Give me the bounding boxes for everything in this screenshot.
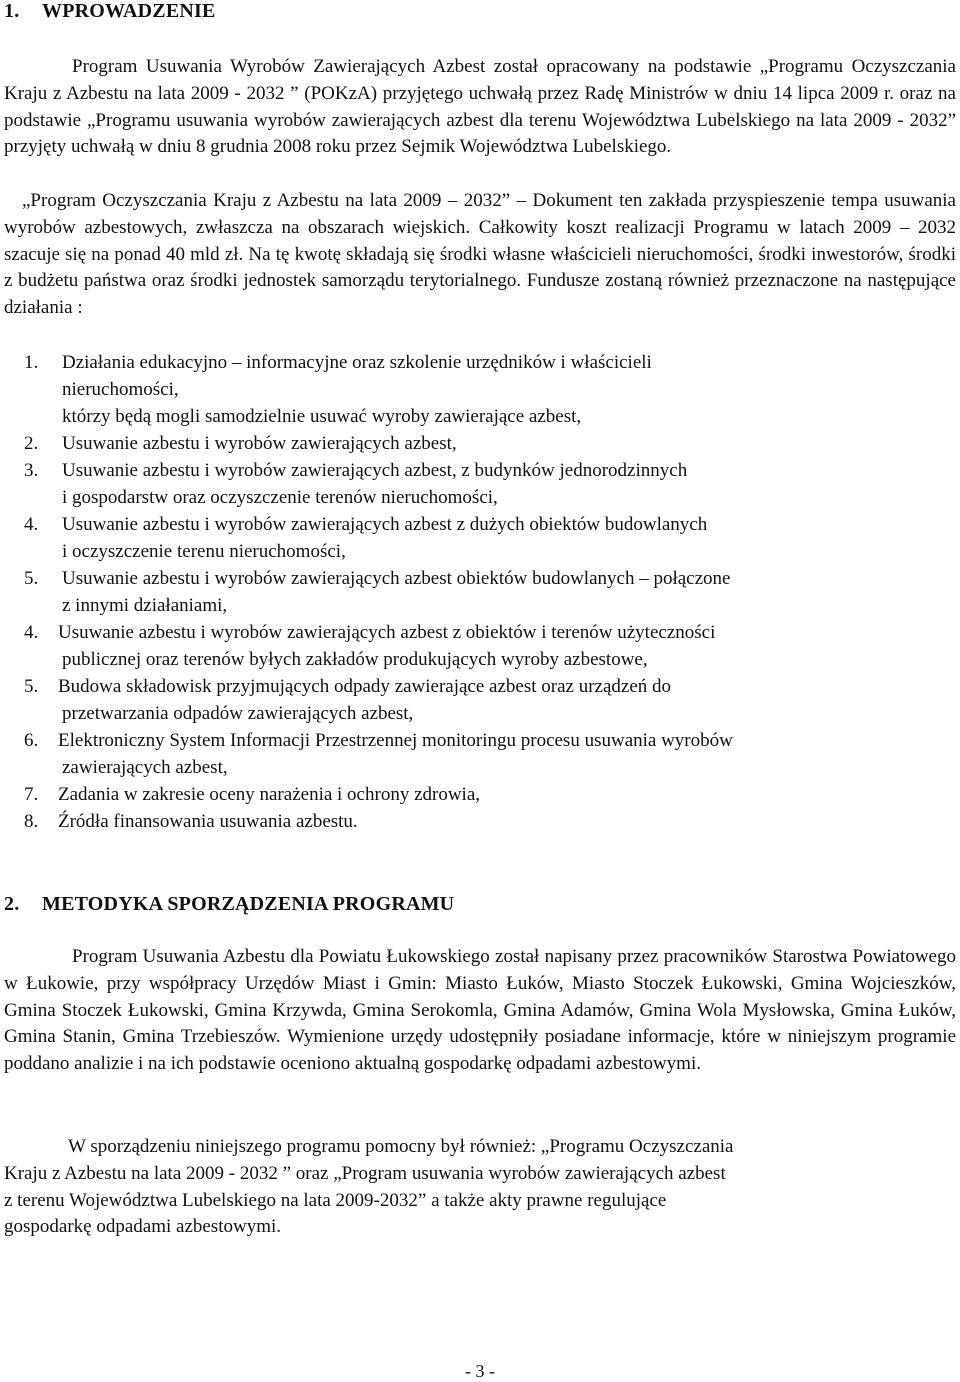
list-number: 2. (24, 433, 39, 454)
section-1-title: WPROWADZENIE (42, 0, 216, 22)
list-item-9 (24, 782, 924, 809)
list-text: Źródła finansowania usuwania azbestu. (58, 811, 358, 832)
list-item-2 (24, 431, 924, 458)
list-text: którzy będą mogli samodzielnie usuwać wyroby zawierające azbest, (62, 405, 582, 427)
list-text: Budowa składowisk przyjmujących odpady zawierające azbest oraz urządzeń do (58, 676, 672, 697)
list-number: 8. (24, 811, 39, 832)
paragraph-line: W sporządzeniu niniejszego programu pomocny był również: „Programu Oczyszczania (68, 1136, 734, 1157)
list-number: 4. (24, 514, 39, 535)
list-item-10 (24, 809, 924, 836)
list-item-7 (24, 674, 924, 728)
list-text: publicznej oraz terenów byłych zakładów produkujących wyroby azbestowe, (62, 648, 648, 670)
section-1-paragraph-1: Program Usuwania Wyrobów Zawierających Azbest został opracowany na podstawie „Programu Oczyszczania Kraju z Azbestu na lata 2009 - 2032 ” (POKzA) przyjętego uchwałą przez Radę Ministrów w dniu 14 lipca 2009 r. oraz na podstawie „Programu usuwania wyrobów zawierających azbest dla terenu Województwa Lubelskiego na lata 2009 - 2032” przyjęty uchwałą w dniu 8 grudnia 2008 roku przez Sejmik Województwa Lubelskiego. (4, 56, 956, 158)
list-text: Usuwanie azbestu i wyrobów zawierających azbest obiektów budowlanych – połączone (62, 568, 731, 589)
paragraph-line: z terenu Województwa Lubelskiego na lata 2009-2032” a także akty prawne regulujące (4, 1189, 667, 1211)
section-2-number: 2. (4, 893, 20, 915)
list-text: i gospodarstw oraz oczyszczenie terenów nieruchomości, (62, 486, 498, 508)
list-item-5 (24, 566, 924, 620)
list-number: 1. (24, 352, 39, 373)
paragraph-line: Kraju z Azbestu na lata 2009 - 2032 ” oraz „Program usuwania wyrobów zawierających azbest (4, 1162, 726, 1184)
section-1-paragraph-2: „Program Oczyszczania Kraju z Azbestu na lata 2009 – 2032” – Dokument ten zakłada przyspieszenie tempa usuwania wyrobów azbestowych, zwłaszcza na obszarach wiejskich. Całkowity koszt realizacji Programu w latach 2009 – 2032 szacuje się na ponad 40 mld zł. Na tę kwotę składają się środki własne właścicieli nieruchomości, środki inwestorów, środki z budżetu państwa oraz środki jednostek samorządu terytorialnego. Fundusze zostaną również przeznaczone na następujące działania : (4, 190, 956, 319)
list-text: Elektroniczny System Informacji Przestrzennej monitoringu procesu usuwania wyrobów (58, 730, 733, 751)
list-item-8 (24, 728, 924, 782)
list-text: z innymi działaniami, (62, 594, 228, 616)
list-item-4 (24, 512, 924, 566)
list-text: zawierających azbest, (62, 756, 228, 778)
list-item-3 (24, 458, 924, 512)
list-number: 7. (24, 784, 39, 805)
list-text: Zadania w zakresie oceny narażenia i ochrony zdrowia, (58, 784, 481, 805)
list-number: 3. (24, 460, 39, 481)
page-number: - 3 - (465, 1361, 495, 1381)
section-2-title: METODYKA SPORZĄDZENIA PROGRAMU (42, 893, 455, 915)
list-text: i oczyszczenie terenu nieruchomości, (62, 540, 346, 562)
list-number: 5. (24, 568, 39, 589)
section-2-heading (4, 893, 454, 916)
list-item-1 (24, 350, 924, 430)
list-text: Usuwanie azbestu i wyrobów zawierających azbest z obiektów i terenów użyteczności (58, 622, 716, 643)
list-number: 4. (24, 622, 39, 643)
section-2-paragraph-2 (4, 1134, 956, 1241)
list-text: Usuwanie azbestu i wyrobów zawierających azbest, (62, 433, 457, 454)
list-item-6 (24, 620, 924, 674)
list-text: nieruchomości, (62, 378, 179, 400)
list-text: przetwarzania odpadów zawierających azbest, (62, 702, 414, 724)
list-text: Usuwanie azbestu i wyrobów zawierających azbest z dużych obiektów budowlanych (62, 514, 708, 535)
list-text: Działania edukacyjno – informacyjne oraz szkolenie urzędników i właścicieli (62, 352, 652, 373)
section-2-paragraph-1: Program Usuwania Azbestu dla Powiatu Łukowskiego został napisany przez pracowników Starostwa Powiatowego w Łukowie, przy współpracy Urzędów Miast i Gmin: Miasto Łuków, Miasto Stoczek Łukowski, Gmina Wojcieszków, Gmina Stoczek Łukowski, Gmina Krzywda, Gmina Serokomla, Gmina Adamów, Gmina Wola Mysłowska, Gmina Łuków, Gmina Stanin, Gmina Trzebieszów. Wymienione urzędy udostępniły posiadane informacje, które w niniejszym programie poddano analizie i na ich podstawie oceniono aktualną gospodarkę odpadami azbestowymi. (4, 946, 956, 1075)
list-number: 6. (24, 730, 39, 751)
section-1-number: 1. (4, 0, 20, 22)
list-number: 5. (24, 676, 39, 697)
list-text: Usuwanie azbestu i wyrobów zawierających azbest, z budynków jednorodzinnych (62, 460, 688, 481)
section-1-heading (4, 0, 216, 23)
paragraph-line: gospodarkę odpadami azbestowymi. (4, 1216, 282, 1238)
